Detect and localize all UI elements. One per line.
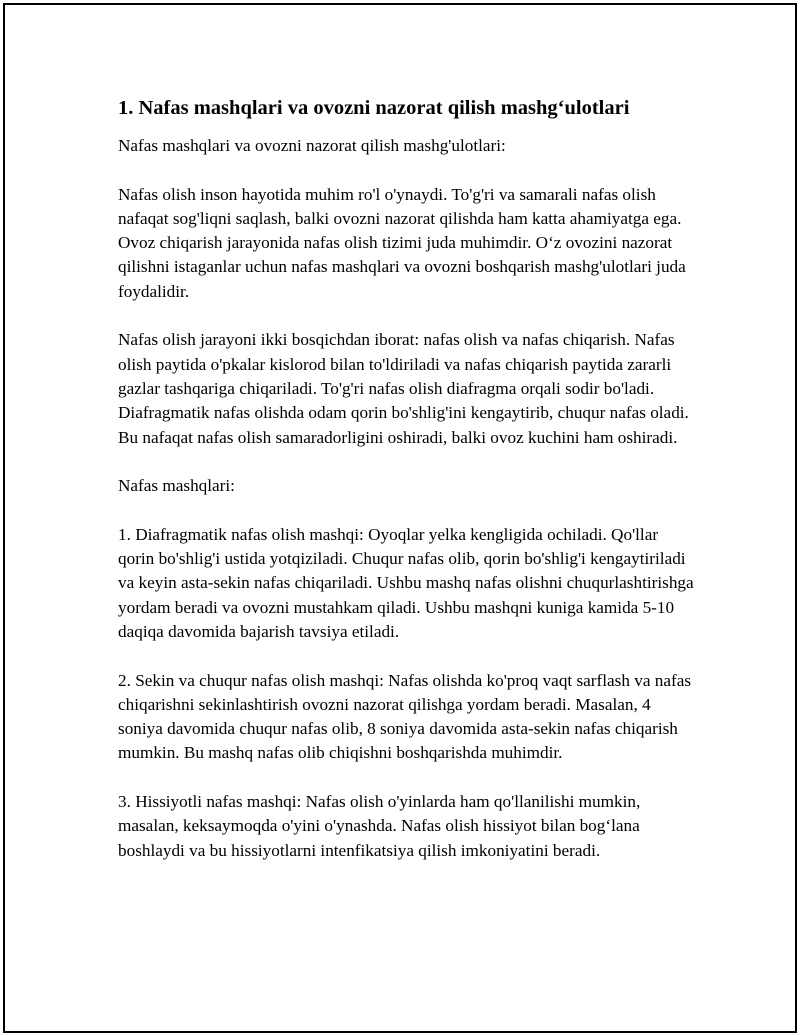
document-body — [118, 96, 698, 887]
paragraph-importance: Nafas olish inson hayotida muhim ro'l o'ynaydi. To'g'ri va samarali nafas olish nafaqat sog'liqni saqlash, balki ovozni nazorat qilishda ham katta ahamiyatga ega. Ovoz chiqarish jarayonida nafas olish tizimi juda muhimdir. O‘z ovozini nazorat qilishni istaganlar uchun nafas mashqlari va ovozni boshqarish mashg'ulotlari juda foydalidir. — [118, 184, 686, 301]
section-heading-exercises: Nafas mashqlari: — [118, 476, 235, 496]
exercise-item-1: 1. Diafragmatik nafas olish mashqi: Oyoqlar yelka kengligida ochiladi. Qo'llar qorin bo'shlig'i ustida yotqiziladi. Chuqur nafas olib, qorin bo'shlig'i kengaytiriladi va keyin asta-sekin nafas chiqariladi. Ushbu mashq nafas olishni chuqurlashtirishga yordam beradi va ovozni mustahkam qiladi. Ushbu mashqni kuniga kamida 5-10 daqiqa davomida bajarish tavsiya etiladi. — [118, 524, 694, 641]
exercise-item-3: 3. Hissiyotli nafas mashqi: Nafas olish o'yinlarda ham qo'llanilishi mumkin, masalan, keksaymoqda o'yini o'ynashda. Nafas olish hissiyot bilan bog‘lana boshlaydi va bu hissiyotlarni intenfikatsiya qilish imkoniyatini beradi. — [118, 792, 641, 860]
exercise-item-2: 2. Sekin va chuqur nafas olish mashqi: Nafas olishda ko'proq vaqt sarflash va nafas chiqarishni sekinlashtirish ovozni nazorat qilishga yordam beradi. Masalan, 4 soniya davomida chuqur nafas olib, 8 soniya davomida asta-sekin nafas chiqarish mumkin. Bu mashq nafas olib chiqishni boshqarishda muhimdir. — [118, 670, 692, 763]
paragraph-process: Nafas olish jarayoni ikki bosqichdan iborat: nafas olish va nafas chiqarish. Nafas olish paytida o'pkalar kislorod bilan to'ldiriladi va nafas chiqarish paytida zararli gazlar tashqariga chiqariladi. To'g'ri nafas olish diafragma orqali sodir bo'ladi. Diafragmatik nafas olishda odam qorin bo'shlig'ini kengaytirib, chuqur nafas oladi. Bu nafaqat nafas olish samaradorligini oshiradi, balki ovoz kuchini ham oshiradi. — [118, 330, 689, 447]
document-title: 1. Nafas mashqlari va ovozni nazorat qilish mashg‘ulotlari — [118, 97, 630, 119]
paragraph-intro: Nafas mashqlari va ovozni nazorat qilish mashg'ulotlari: — [118, 136, 506, 155]
